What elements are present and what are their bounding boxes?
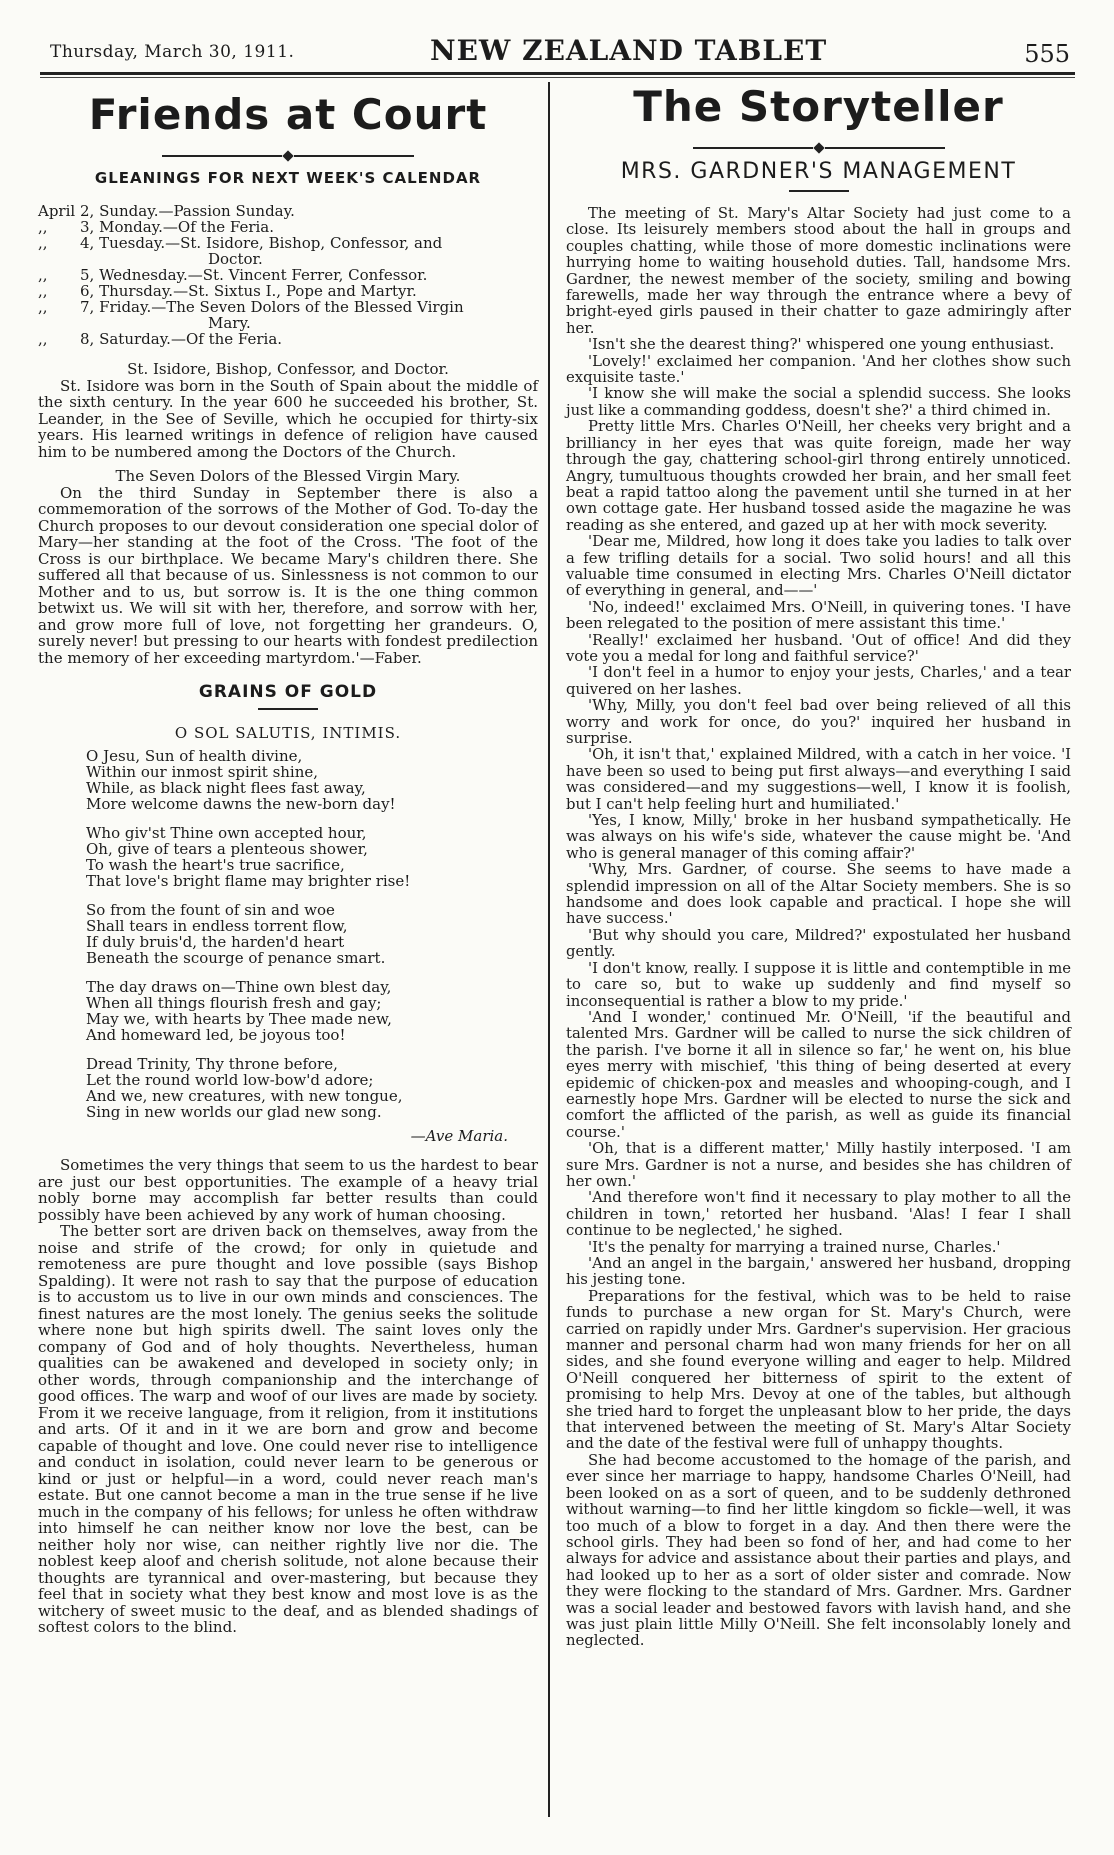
calendar-entry: ,, 4, Tuesday.—St. Isidore, Bishop, Confessor, and — [38, 234, 443, 252]
poem-stanza: Who giv'st Thine own accepted hour, Oh, give of tears a plenteous shower, To wash the heart's true sacrifice, That love's bright flame may brighter rise! — [86, 824, 411, 890]
story-title: MRS. GARDNER'S MANAGEMENT — [620, 159, 1017, 184]
story-paragraph: 'It's the penalty for marrying a trained nurse, Charles.' — [588, 1238, 1001, 1256]
story-paragraph: 'I don't feel in a humor to enjoy your jests, Charles,' and a tear quivered on her lashes. — [566, 664, 1071, 698]
poem-attribution: —Ave Maria. — [410, 1127, 508, 1145]
section-heading-friends-at-court: Friends at Court — [88, 90, 488, 139]
story-paragraph: 'And I wonder,' continued Mr. O'Neill, 'if the beautiful and talented Mrs. Gardner will be called to nurse the sick children of the parish. I've borne it all in silence so far,' he went on, his blue eyes merry with mischief, 'this thing of being deserted at every epidemic of chicken-pox and measles and whooping-cough, and I earnestly hope Mrs. Gardner will be elected to nurse the sick and comfort the afflicted of the parish, as well as guide its financial course.' — [566, 1008, 1071, 1141]
calendar-entry: April 2, Sunday.—Passion Sunday. — [38, 202, 295, 220]
story-paragraph: 'No, indeed!' exclaimed Mrs. O'Neill, in quivering tones. 'I have been relegated to the position of mere assistant this time.' — [566, 598, 1071, 633]
poem-stanza: The day draws on—Thine own blest day, When all things flourish fresh and gay; May we, with hearts by Thee made new, And homeward led, be joyous too! — [86, 978, 392, 1044]
calendar-entry: ,, 3, Monday.—Of the Feria. — [38, 218, 275, 236]
poem-stanza: So from the fount of sin and woe Shall tears in endless torrent flow, If duly bruis'd, the harden'd heart Beneath the scourge of penance smart. — [86, 901, 386, 967]
story-paragraph: 'And therefore won't find it necessary to play mother to all the children in town,' retorted her husband. 'Alas! I fear I shall continue to be neglected,' he sighed. — [566, 1189, 1071, 1240]
story-paragraph: Preparations for the festival, which was to be held to raise funds to purchase a new organ for St. Mary's Church, were carried on rapidly under Mrs. Gardner's supervision. Her gracious manner and personal charm had won many friends for her on all sides, and she found everyone willing and eager to help. Mildred O'Neill conquered her bitterness of spirit to the extent of promising to help Mrs. Devoy at one of the tables, but although she tried hard to forget the unpleasant blow to her pride, the days that intervened between the meeting of St. Mary's Altar Society and the date of the festival were full of unhappy thoughts. — [566, 1287, 1071, 1453]
essay-paragraph: Sometimes the very things that seem to us the hardest to bear are just our best opportunities. The example of a heavy trial nobly borne may accomplish far better results than could possibly have been achieved by any work of human choosing. — [38, 1156, 538, 1224]
calendar-list — [38, 203, 538, 347]
short-rule — [789, 190, 849, 192]
calendar-entry-continuation: Doctor. — [208, 250, 263, 268]
calendar-entry: ,, 5, Wednesday.—St. Vincent Ferrer, Confessor. — [38, 266, 428, 284]
isidore-paragraph: St. Isidore was born in the South of Spain about the middle of the sixth century. In the year 600 he succeeded his brother, St. Leander, in the See of Seville, which he occupied for thirty-six years. His learned writings in defence of religion have caused him to be numbered among the Doctors of the Church. — [38, 376, 538, 461]
right-column — [566, 82, 1071, 1650]
calendar-entry-continuation: Mary. — [208, 314, 251, 332]
poem-stanza: O Jesu, Sun of health divine, Within our inmost spirit shine, While, as black night flees fast away, More welcome dawns the new-born day! — [86, 747, 396, 813]
section-heading-storyteller: The Storyteller — [633, 82, 1004, 131]
masthead-rule — [40, 72, 1075, 75]
dolors-paragraph: On the third Sunday in September there is also a commemoration of the sorrows of the Mother of God. To-day the Church proposes to our devout consideration one special dolor of Mary—her standing at the foot of the Cross. 'The foot of the Cross is our birthplace. We became Mary's children there. She suffered all that because of us. Sinlessness is not common to our Mother and to us, but sorrow is. It is the one thing common betwixt us. We will sit with her, therefore, and sorrow with her, and grow more full of love, not forgetting her grandeurs. O, surely never! but pressing to our hearts with fondest predilection the memory of her exceeding martyrdom.'—Faber. — [38, 483, 538, 667]
dolors-heading: The Seven Dolors of the Blessed Virgin Mary. — [115, 467, 461, 485]
poem-stanza: Dread Trinity, Thy throne before, Let the round world low-bow'd adore; And we, new creatures, with new tongue, Sing in new worlds our glad new song. — [86, 1055, 403, 1121]
story-paragraph: Pretty little Mrs. Charles O'Neill, her cheeks very bright and a brilliancy in her eyes that was quite foreign, made her way through the gay, chattering school-girl throng entirely unnoticed. Angry, tumultuous thoughts crowded her brain, and her small feet beat a rapid tattoo along the pavement until she turned in at her own cottage gate. Her husband tossed aside the magazine he was reading as she entered, and gazed up at her with mock severity. — [566, 418, 1071, 534]
story-paragraph: 'Isn't she the dearest thing?' whispered one young enthusiast. — [588, 336, 1055, 354]
isidore-heading: St. Isidore, Bishop, Confessor, and Doctor. — [127, 360, 449, 378]
masthead — [40, 30, 1070, 70]
story-paragraph: 'Oh, it isn't that,' explained Mildred, with a catch in her voice. 'I have been so used to being put first always—and everything I said was considered—and my suggestions—well, I know it is foolish, but I can't help feeling hurt and humiliated.' — [566, 746, 1071, 813]
story-paragraph: 'Why, Mrs. Gardner, of course. She seems to have made a splendid impression on all of the Altar Society members. She is so handsome and does look capable and practical. I hope she will have success.' — [566, 861, 1071, 928]
story-paragraph: 'Yes, I know, Milly,' broke in her husband sympathetically. He was always on his wife's side, whatever the cause might be. 'And who is general manager of this coming affair?' — [566, 812, 1071, 862]
story-paragraph: 'Dear me, Mildred, how long it does take you ladies to talk over a few trifling details for a social. Two solid hours! and all this valuable time consumed in electing Mrs. Charles O'Neill dictator of everything in general, and——' — [566, 533, 1071, 600]
calendar-entry: ,, 8, Saturday.—Of the Feria. — [38, 330, 283, 348]
left-column — [38, 82, 538, 1636]
story-paragraph: 'I don't know, really. I suppose it is little and contemptible in me to care so, but to wake up suddenly and find myself so inconsequential is rather a blow to my pride.' — [566, 959, 1071, 1010]
grains-of-gold-heading: GRAINS OF GOLD — [198, 682, 378, 702]
story-paragraph: 'But why should you care, Mildred?' expostulated her husband gently. — [566, 926, 1071, 961]
story-paragraph: 'Really!' exclaimed her husband. 'Out of office! And did they vote you a medal for long and faithful service?' — [566, 631, 1071, 665]
essay-paragraph: The better sort are driven back on themselves, away from the noise and strife of the crowd; for only in quietude and remoteness are pure thought and love possible (says Bishop Spalding). It were not rash to say that the purpose of education is to accustom us to live in our own minds and consciences. The finest natures are the most lonely. The genius seeks the solitude where none but high spirits dwell. The saint loves only the company of God and of holy thoughts. Nevertheless, human qualities can be awakened and developed in society only; in other words, through companionship and the interchange of good offices. The warp and woof of our lives are made by society. From it we receive language, from it religion, from it institutions and arts. Of it and in it we are born and grow and become capable of thought and love. One could never rise to intelligence and conduct in isolation, could never learn to be generous or kind or just or helpful—in a word, could never reach man's estate. But one cannot become a man in the true sense if he live much in the company of his fellows; for unless he often withdraw into himself he can neither know nor love the best, can be neither holy nor wise, can neither rightly live nor die. The noblest keep aloof and cherish solitude, not alone because their thoughts are tyrannical and over-mastering, but because they feel that in society what they best know and most love is as the witchery of sweet music to the deaf, and as blended shadings of softest colors to the blind. — [38, 1222, 538, 1636]
story-paragraph: 'Oh, that is a different matter,' Milly hastily interposed. 'I am sure Mrs. Gardner is not a nurse, and besides she has children of her own.' — [566, 1140, 1071, 1190]
poem-title: O SOL SALUTIS, INTIMIS. — [174, 724, 402, 742]
issue-date: Thursday, March 30, 1911. — [50, 42, 295, 62]
column-divider — [548, 82, 550, 1817]
story-paragraph: 'Why, Milly, you don't feel bad over being relieved of all this worry and work for once, do you?' inquired her husband in surprise. — [566, 697, 1071, 747]
story-paragraph: The meeting of St. Mary's Altar Society had just come to a close. Its leisurely members stood about the hall in groups and couples chatting, while those of more domestic inclinations were hurrying home to waiting household duties. Tall, handsome Mrs. Gardner, the newest member of the society, smiling and bowing farewells, made her way through the entrance where a bevy of bright-eyed girls paused in their chatter to gaze admiringly after her. — [566, 205, 1071, 337]
calendar-entry: ,, 6, Thursday.—St. Sixtus I., Pope and Martyr. — [38, 282, 417, 300]
short-rule — [258, 708, 318, 710]
story-paragraph: 'Lovely!' exclaimed her companion. 'And her clothes show such exquisite taste.' — [566, 352, 1071, 387]
ornament-divider — [566, 137, 1071, 151]
calendar-entry: ,, 7, Friday.—The Seven Dolors of the Blessed Virgin — [38, 298, 464, 316]
masthead-rule-thin — [40, 77, 1075, 78]
calendar-subheading: GLEANINGS FOR NEXT WEEK'S CALENDAR — [94, 169, 482, 187]
story-paragraph: 'I know she will make the social a splendid success. She looks just like a commanding goddess, doesn't she?' a third chimed in. — [566, 385, 1071, 419]
story-paragraph: 'And an angel in the bargain,' answered her husband, dropping his jesting tone. — [566, 1255, 1071, 1289]
story-paragraph: She had become accustomed to the homage of the parish, and ever since her marriage to happy, handsome Charles O'Neill, had been looked on as a sort of queen, and to be suddenly dethroned without warning—to find her little kingdom so fickle—well, it was too much of a blow to forget in a day. And then there were the school girls. They had been so fond of her, and had come to her always for advice and assistance about their parties and plays, and had looked up to her as a sort of older sister and comrade. Now they were flocking to the standard of Mrs. Gardner. Mrs. Gardner was a social leader and bestowed favors with lavish hand, and she was just plain little Milly O'Neill. She felt inconsolably lonely and neglected. — [566, 1451, 1071, 1650]
story-body — [566, 206, 1071, 1650]
publication-title: NEW ZEALAND TABLET — [430, 34, 828, 67]
page-number: 555 — [1024, 40, 1070, 68]
ornament-divider — [38, 145, 538, 159]
